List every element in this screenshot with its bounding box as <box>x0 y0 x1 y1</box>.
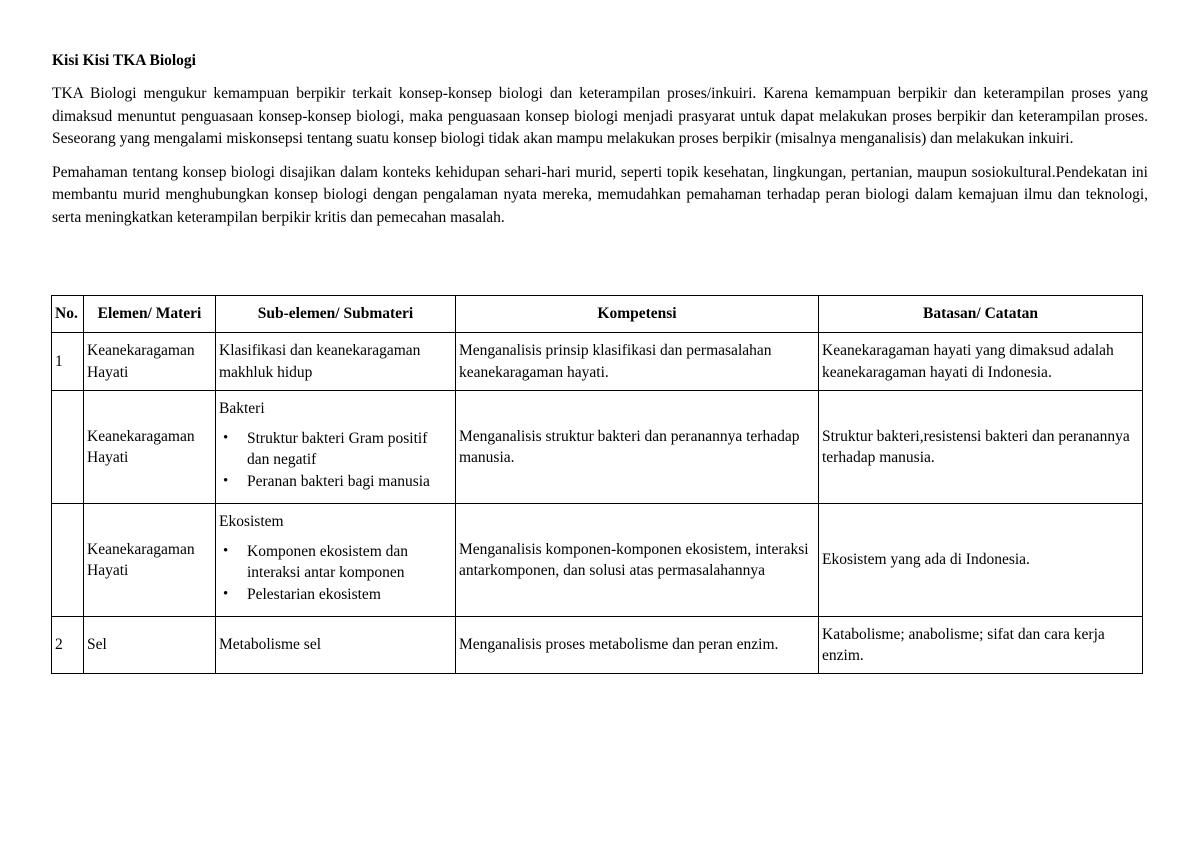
list-item: • Komponen ekosistem dan interaksi antar komponen <box>247 541 452 584</box>
cell-batasan: Keanekaragaman hayati yang dimaksud adalah keanekaragaman hayati di Indonesia. <box>819 333 1143 391</box>
cell-batasan: Katabolisme; anabolisme; sifat dan cara kerja enzim. <box>819 617 1143 674</box>
header-batasan: Batasan/ Catatan <box>819 296 1143 333</box>
cell-batasan: Ekosistem yang ada di Indonesia. <box>819 504 1143 617</box>
cell-elemen: Keanekaragaman Hayati <box>84 333 216 391</box>
cell-sub-elemen <box>216 391 456 504</box>
list-item: • Struktur bakteri Gram positif dan negatif <box>247 428 452 471</box>
kisi-kisi-table <box>51 295 1143 674</box>
cell-kompetensi: Menganalisis komponen-komponen ekosistem, interaksi antarkomponen, dan solusi atas permasalahannya <box>456 504 819 617</box>
document-page <box>52 50 1148 240</box>
cell-no: 2 <box>52 617 84 674</box>
cell-sub-elemen: Metabolisme sel <box>216 617 456 674</box>
table-header-row <box>52 296 1143 333</box>
header-elemen: Elemen/ Materi <box>84 296 216 333</box>
cell-no <box>52 504 84 617</box>
table-row <box>52 617 1143 674</box>
cell-kompetensi: Menganalisis proses metabolisme dan peran enzim. <box>456 617 819 674</box>
header-sub-elemen: Sub-elemen/ Submateri <box>216 296 456 333</box>
cell-elemen: Sel <box>84 617 216 674</box>
cell-batasan: Struktur bakteri,resistensi bakteri dan peranannya terhadap manusia. <box>819 391 1143 504</box>
sub-elemen-list <box>219 428 452 493</box>
table-row <box>52 391 1143 504</box>
cell-kompetensi: Menganalisis struktur bakteri dan peranannya terhadap manusia. <box>456 391 819 504</box>
table-row <box>52 333 1143 391</box>
context-paragraph: Pemahaman tentang konsep biologi disajikan dalam konteks kehidupan sehari-hari murid, seperti topik kesehatan, lingkungan, pertanian, maupun sosiokultural.Pendekatan ini membantu murid menghubungkan konsep biologi dengan pengalaman nyata mereka, memudahkan pemahaman terhadap peran biologi dalam kemajuan ilmu dan teknologi, serta meningkatkan keterampilan berpikir kritis dan pemecahan masalah. <box>52 163 1148 226</box>
document-title: Kisi Kisi TKA Biologi <box>52 52 196 69</box>
cell-kompetensi: Menganalisis prinsip klasifikasi dan permasalahan keanekaragaman hayati. <box>456 333 819 391</box>
cell-sub-elemen: Klasifikasi dan keanekaragaman makhluk hidup <box>216 333 456 391</box>
intro-paragraph: TKA Biologi mengukur kemampuan berpikir terkait konsep-konsep biologi dan keterampilan proses/inkuiri. Karena kemampuan berpikir dan keterampilan proses yang dimaksud menuntut penguasaan konsep-konsep biologi, maka penguasaan konsep biologi menjadi prasyarat untuk dapat melakukan proses berpikir dan keterampilan proses. Seseorang yang mengalami miskonsepsi tentang suatu konsep biologi tidak akan mampu melakukan proses berpikir (misalnya menganalisis) dan melakukan inkuiri. <box>52 85 1148 147</box>
cell-elemen: Keanekaragaman Hayati <box>84 504 216 617</box>
sub-elemen-heading: Bakteri <box>219 400 265 417</box>
cell-no <box>52 391 84 504</box>
cell-elemen: Keanekaragaman Hayati <box>84 391 216 504</box>
list-item: • Peranan bakteri bagi manusia <box>247 471 452 493</box>
header-kompetensi: Kompetensi <box>456 296 819 333</box>
list-item: • Pelestarian ekosistem <box>247 584 452 606</box>
sub-elemen-list <box>219 541 452 606</box>
header-no: No. <box>52 296 84 333</box>
cell-sub-elemen <box>216 504 456 617</box>
cell-no: 1 <box>52 333 84 391</box>
table-row <box>52 504 1143 617</box>
sub-elemen-heading: Ekosistem <box>219 513 284 530</box>
